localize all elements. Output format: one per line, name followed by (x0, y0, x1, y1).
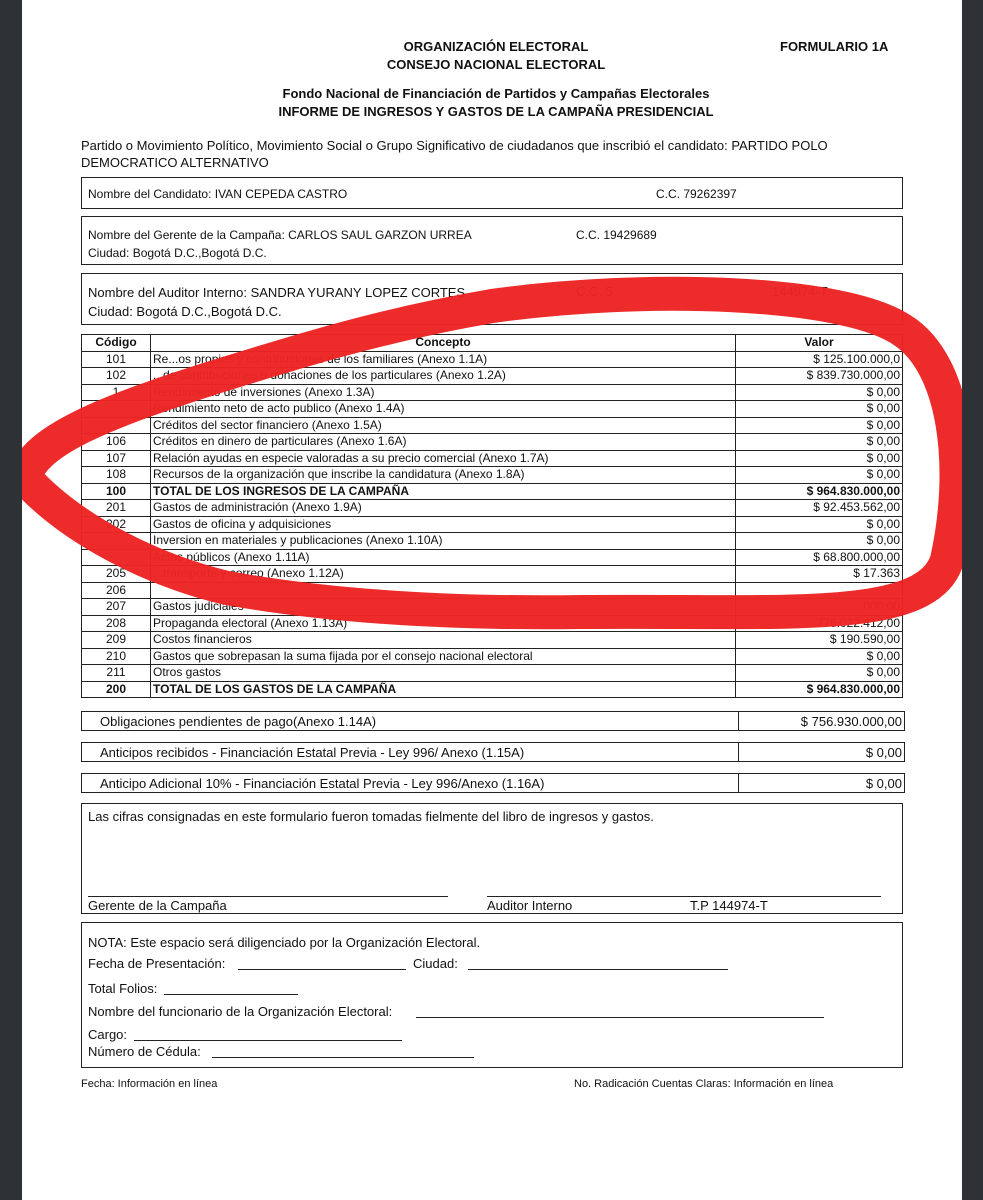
manager-box (81, 216, 903, 265)
row-code (82, 401, 151, 418)
auditor-cc: C.C. 5 (576, 284, 613, 299)
table-row (82, 401, 903, 418)
table-row (82, 351, 903, 368)
manager-signature-line (88, 896, 448, 897)
row-value: $ 0,00 (736, 665, 903, 682)
summary-value: $ 0,00 (865, 776, 902, 791)
party-line1: Partido o Movimiento Político, Movimiento Social o Grupo Significativo de ciudadanos que inscribió el candidato: PARTIDO POLO (81, 138, 828, 153)
code-header: Código (82, 335, 151, 352)
summary-value: $ 756.930.000,00 (800, 714, 902, 729)
row-concept: Gastos de oficina y adquisiciones (151, 516, 736, 533)
table-row (82, 566, 903, 583)
summary-row-additional-advance (81, 773, 905, 793)
row-value (736, 582, 903, 599)
report-title: INFORME DE INGRESOS Y GASTOS DE LA CAMPAÑA PRESIDENCIAL (278, 104, 714, 119)
auditor-signature-line (487, 896, 881, 897)
row-code: 210 (82, 648, 151, 665)
row-code: 101 (82, 351, 151, 368)
cedula-blank (212, 1057, 474, 1058)
candidate-box (81, 177, 903, 209)
table-row (82, 467, 903, 484)
form-page (22, 0, 962, 1200)
row-concept: Otros gastos (151, 665, 736, 682)
row-value: $ 0,00 (736, 384, 903, 401)
row-concept: Inversion en materiales y publicaciones (Anexo 1.10A) (151, 533, 736, 550)
row-concept: Gastos de administración (Anexo 1.9A) (151, 500, 736, 517)
funcionario-label: Nombre del funcionario de la Organización Electoral: (88, 1004, 393, 1019)
row-code: 201 (82, 500, 151, 517)
row-concept: Créditos en dinero de particulares (Anexo 1.6A) (151, 434, 736, 451)
form-id: FORMULARIO 1A (780, 39, 889, 54)
row-value: $ 125.100.000,0 (736, 351, 903, 368)
summary-label: Anticipos recibidos - Financiación Estatal Previa - Ley 996/ Anexo (1.15A) (100, 745, 525, 760)
fecha-label: Fecha de Presentación: (88, 956, 226, 971)
org-title-line1: ORGANIZACIÓN ELECTORAL (403, 39, 589, 54)
row-code: 108 (82, 467, 151, 484)
row-concept: ...de contribuciones o donaciones de los particulares (Anexo 1.2A) (151, 368, 736, 385)
table-row (82, 549, 903, 566)
row-concept: Rendimiento de inversiones (Anexo 1.3A) (151, 384, 736, 401)
row-concept (151, 582, 736, 599)
party-line2: DEMOCRATICO ALTERNATIVO (81, 155, 269, 170)
row-code (82, 533, 151, 550)
table-row (82, 599, 903, 616)
auditor-signature-label: Auditor Interno (487, 898, 573, 913)
table-row (82, 681, 903, 698)
row-code: 1 (82, 384, 151, 401)
manager-city: Ciudad: Bogotá D.C.,Bogotá D.C. (88, 246, 267, 260)
row-concept: Propaganda electoral (Anexo 1.13A) (151, 615, 736, 632)
row-code: 208 (82, 615, 151, 632)
row-concept: Créditos del sector financiero (Anexo 1.5A) (151, 417, 736, 434)
row-code: 100 (82, 483, 151, 500)
row-code: 206 (82, 582, 151, 599)
row-concept: Gastos que sobrepasan la suma fijada por el consejo nacional electoral (151, 648, 736, 665)
row-code (82, 417, 151, 434)
income-expense-table (81, 334, 903, 698)
row-concept: Rendimiento neto de acto publico (Anexo 1.4A) (151, 401, 736, 418)
table-header-row (82, 335, 903, 352)
manager-name: Nombre del Gerente de la Campaña: CARLOS SAUL GARZON URREA (88, 228, 472, 242)
row-value: $ 0,00 (736, 516, 903, 533)
manager-cc: C.C. 19429689 (576, 228, 657, 242)
row-concept: TOTAL DE LOS GASTOS DE LA CAMPAÑA (151, 681, 736, 698)
row-code: 200 (82, 681, 151, 698)
row-code: 211 (82, 665, 151, 682)
manager-signature-label: Gerente de la Campaña (88, 898, 227, 913)
row-code: 106 (82, 434, 151, 451)
org-title-line2: CONSEJO NACIONAL ELECTORAL (386, 57, 606, 72)
row-value: $ 0,00 (736, 417, 903, 434)
ciudad-label: Ciudad: (413, 956, 458, 971)
row-code (82, 549, 151, 566)
row-value: $ 0,00 (736, 533, 903, 550)
folios-label: Total Folios: (88, 981, 158, 996)
row-value: $ 0,00 (736, 648, 903, 665)
table-row (82, 500, 903, 517)
row-code: 207 (82, 599, 151, 616)
funcionario-blank (416, 1017, 824, 1018)
summary-divider (738, 712, 739, 730)
row-value: $ 0,00 (736, 401, 903, 418)
footer-radicacion: No. Radicación Cuentas Claras: Información en línea (574, 1078, 834, 1090)
summary-divider (738, 743, 739, 761)
table-row (82, 368, 903, 385)
row-concept: Relación ayudas en especie valoradas a su precio comercial (Anexo 1.7A) (151, 450, 736, 467)
row-code: 205 (82, 566, 151, 583)
row-concept: Costos financieros (151, 632, 736, 649)
row-value: $ 0,00 (736, 450, 903, 467)
fund-title: Fondo Nacional de Financiación de Partidos y Campañas Electorales (282, 86, 710, 101)
row-concept: Recursos de la organización que inscribe la candidatura (Anexo 1.8A) (151, 467, 736, 484)
table-row (82, 450, 903, 467)
value-header: Valor (736, 335, 903, 352)
table-row (82, 533, 903, 550)
row-value: 000,00 (736, 599, 903, 616)
table-row (82, 665, 903, 682)
row-concept: Gastos judiciales (151, 599, 736, 616)
row-concept: ...transporte y correo (Anexo 1.12A) (151, 566, 736, 583)
table-body (82, 351, 903, 698)
footer-date: Fecha: Información en línea (81, 1078, 218, 1090)
row-value: $ 68.800.000,00 (736, 549, 903, 566)
certification-text: Las cifras consignadas en este formulario fueron tomadas fielmente del libro de ingresos y gastos. (88, 809, 654, 824)
summary-value: $ 0,00 (865, 745, 902, 760)
table-row (82, 483, 903, 500)
cargo-blank (134, 1040, 402, 1041)
row-value: $ 964.830.000,00 (736, 681, 903, 698)
row-value: 776.022.412,00 (736, 615, 903, 632)
row-concept: TOTAL DE LOS INGRESOS DE LA CAMPAÑA (151, 483, 736, 500)
row-value: $ 0,00 (736, 467, 903, 484)
summary-label: Anticipo Adicional 10% - Financiación Estatal Previa - Ley 996/Anexo (1.16A) (100, 776, 545, 791)
row-code: 107 (82, 450, 151, 467)
note-title: NOTA: Este espacio será diligenciado por la Organización Electoral. (88, 935, 481, 950)
summary-divider (738, 774, 739, 792)
fecha-blank (238, 969, 406, 970)
auditor-city: Ciudad: Bogotá D.C.,Bogotá D.C. (88, 304, 282, 319)
summary-row-obligations (81, 711, 905, 731)
certification-box (81, 803, 903, 914)
row-value: $ 964.830.000,00 (736, 483, 903, 500)
note-box (81, 922, 903, 1068)
summary-row-advances (81, 742, 905, 762)
concept-header: Concepto (151, 335, 736, 352)
row-code: 202 (82, 516, 151, 533)
table-row (82, 434, 903, 451)
cargo-label: Cargo: (88, 1027, 128, 1042)
cedula-label: Número de Cédula: (88, 1044, 201, 1059)
auditor-tp: 144974-T (772, 284, 828, 299)
row-code: 102 (82, 368, 151, 385)
candidate-cc: C.C. 79262397 (656, 187, 737, 201)
table-row (82, 615, 903, 632)
table-row (82, 384, 903, 401)
table-row (82, 648, 903, 665)
row-value: $ 0,00 (736, 434, 903, 451)
row-code: 209 (82, 632, 151, 649)
row-value: $ 190.590,00 (736, 632, 903, 649)
candidate-name: Nombre del Candidato: IVAN CEPEDA CASTRO (88, 187, 348, 201)
ciudad-blank (468, 969, 728, 970)
auditor-tp: T.P 144974-T (690, 898, 768, 913)
table-row (82, 417, 903, 434)
table-row (82, 516, 903, 533)
folios-blank (164, 994, 298, 995)
table-row (82, 632, 903, 649)
row-value: $ 92.453.562,00 (736, 500, 903, 517)
auditor-box (81, 273, 903, 325)
row-value: $ 839.730.000,00 (736, 368, 903, 385)
row-concept: Re...os propios y contribuciones de los familiares (Anexo 1.1A) (151, 351, 736, 368)
auditor-name: Nombre del Auditor Interno: SANDRA YURANY LOPEZ CORTES (88, 285, 466, 300)
summary-label: Obligaciones pendientes de pago(Anexo 1.14A) (100, 714, 377, 729)
row-concept: Actos públicos (Anexo 1.11A) (151, 549, 736, 566)
table-row (82, 582, 903, 599)
row-value: $ 17.363 (736, 566, 903, 583)
